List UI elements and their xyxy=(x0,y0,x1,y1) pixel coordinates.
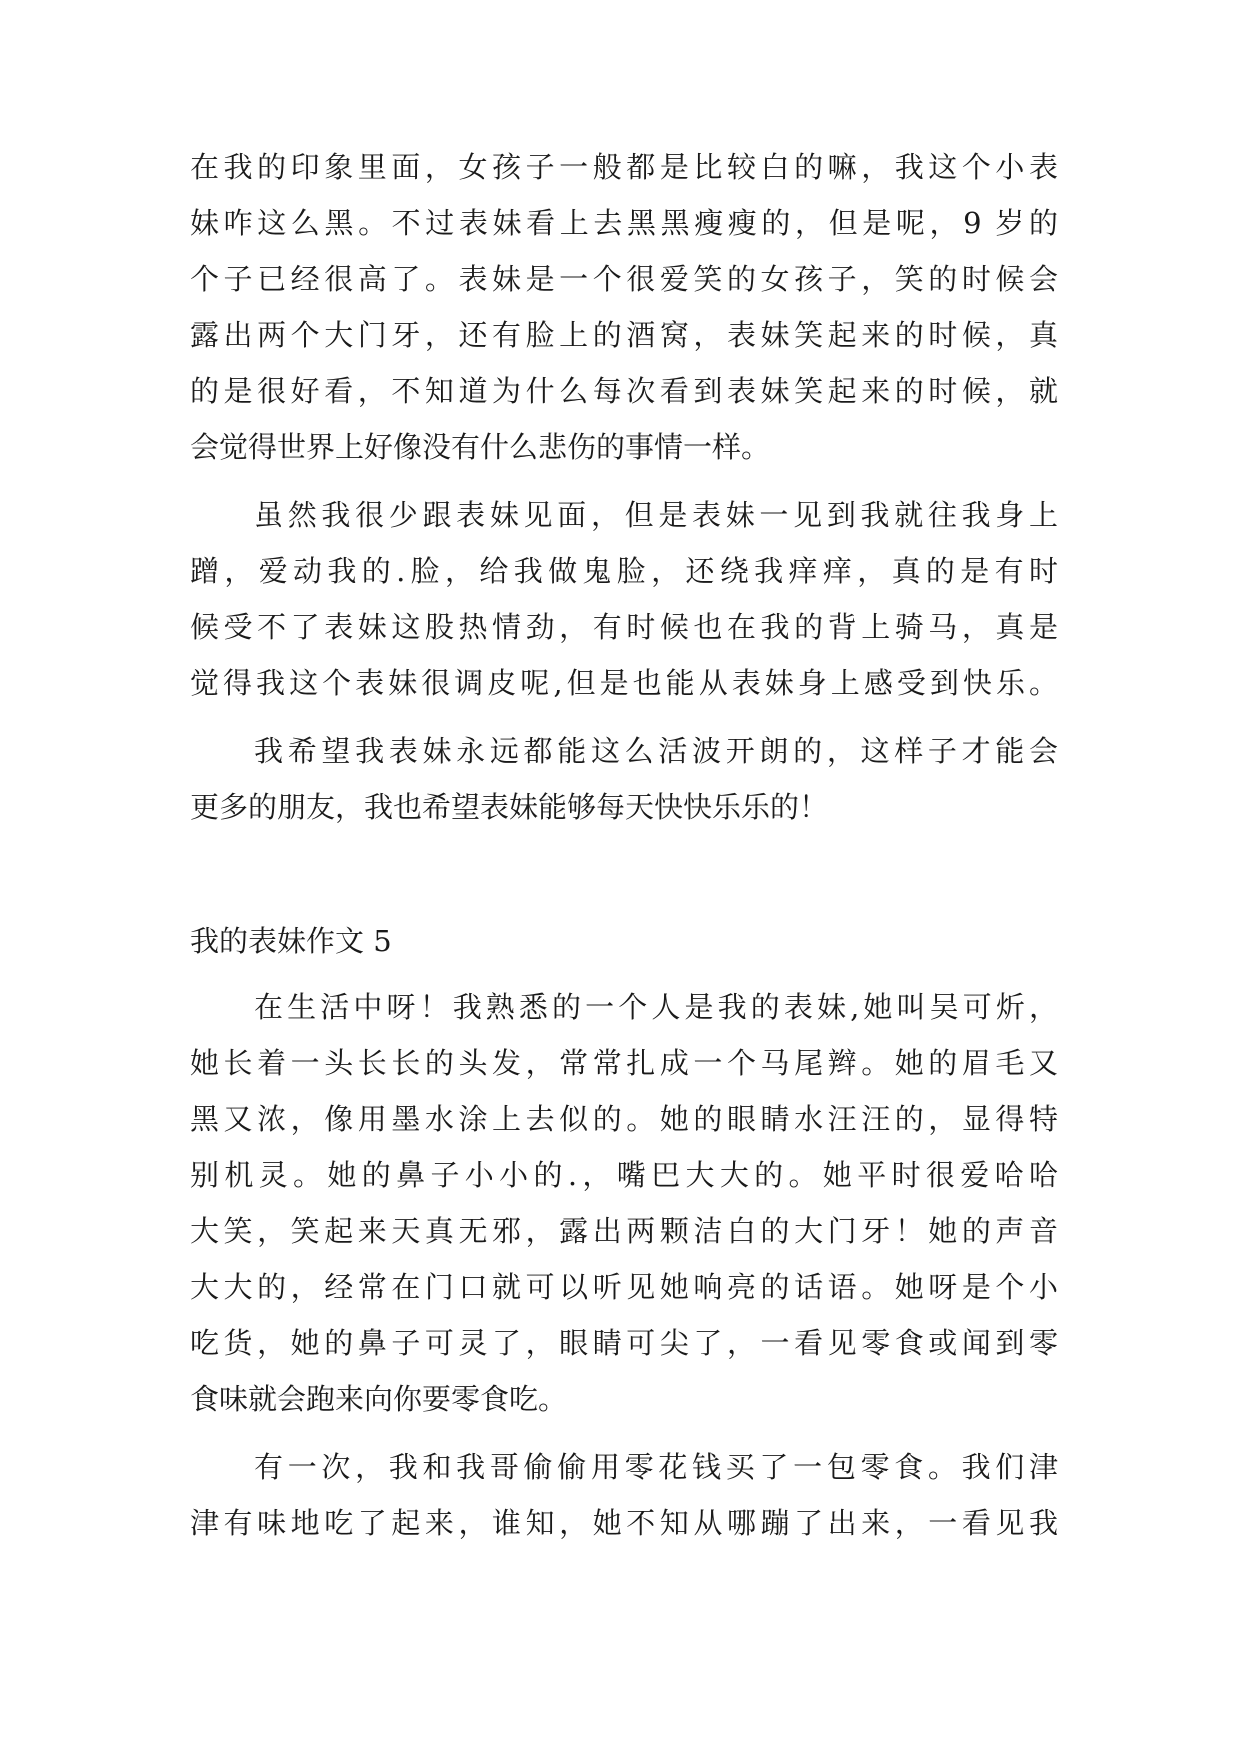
text-line: 食味就会跑来向你要零食吃。 xyxy=(190,1382,568,1416)
text-line: 个子已经很高了。表妹是一个很爱笑的女孩子，笑的时候会 xyxy=(190,262,1058,296)
text-line: 觉得我这个表妹很调皮呢,但是也能从表妹身上感受到快乐。 xyxy=(190,666,1058,700)
text-line: 候受不了表妹这股热情劲，有时候也在我的背上骑马，真是 xyxy=(190,610,1058,644)
text-line: 妹咋这么黑。不过表妹看上去黑黑瘦瘦的，但是呢，9 岁的 xyxy=(190,206,1058,240)
section-title: 我的表妹作文 5 xyxy=(190,924,392,958)
text-line: 她长着一头长长的头发，常常扎成一个马尾辫。她的眉毛又 xyxy=(190,1046,1058,1080)
text-line: 津有味地吃了起来，谁知，她不知从哪蹦了出来，一看见我 xyxy=(190,1506,1058,1540)
text-line: 更多的朋友，我也希望表妹能够每天快快乐乐的！ xyxy=(190,790,829,824)
text-line: 在我的印象里面，女孩子一般都是比较白的嘛，我这个小表 xyxy=(190,150,1058,184)
text-line: 吃货，她的鼻子可灵了，眼睛可尖了，一看见零食或闻到零 xyxy=(190,1326,1058,1360)
text-line: 黑又浓，像用墨水涂上去似的。她的眼睛水汪汪的，显得特 xyxy=(190,1102,1058,1136)
text-line: 蹭，爱动我的.脸，给我做鬼脸，还绕我痒痒，真的是有时 xyxy=(190,554,1058,588)
text-line: 我希望我表妹永远都能这么活波开朗的，这样子才能会 xyxy=(254,734,1058,768)
text-line: 大大的，经常在门口就可以听见她响亮的话语。她呀是个小 xyxy=(190,1270,1058,1304)
text-line: 别机灵。她的鼻子小小的.，嘴巴大大的。她平时很爱哈哈 xyxy=(190,1158,1058,1192)
text-line: 大笑，笑起来天真无邪，露出两颗洁白的大门牙！她的声音 xyxy=(190,1214,1058,1248)
text-line: 露出两个大门牙，还有脸上的酒窝，表妹笑起来的时候，真 xyxy=(190,318,1058,352)
text-line: 的是很好看，不知道为什么每次看到表妹笑起来的时候，就 xyxy=(190,374,1058,408)
text-line: 有一次，我和我哥偷偷用零花钱买了一包零食。我们津 xyxy=(254,1450,1058,1484)
text-line: 虽然我很少跟表妹见面，但是表妹一见到我就往我身上 xyxy=(254,498,1058,532)
text-line: 在生活中呀！我熟悉的一个人是我的表妹,她叫吴可炘， xyxy=(254,990,1058,1024)
text-line: 会觉得世界上好像没有什么悲伤的事情一样。 xyxy=(190,430,771,464)
